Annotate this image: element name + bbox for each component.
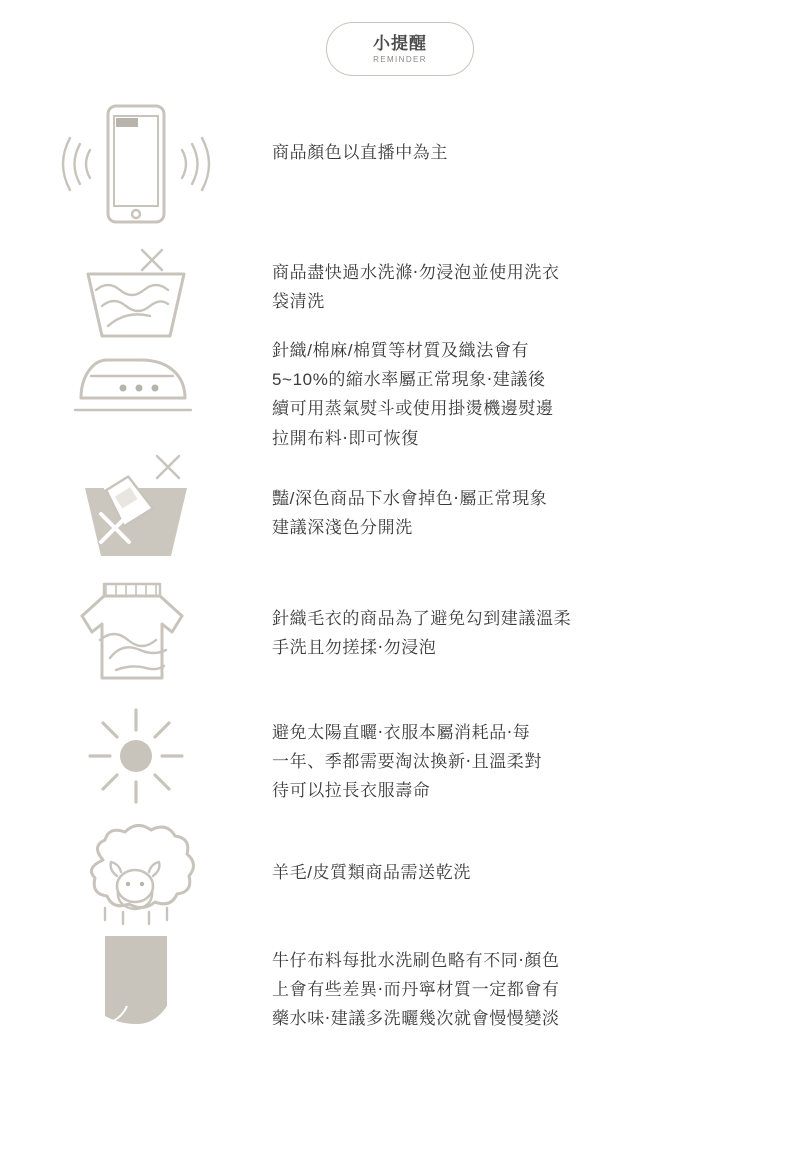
reminder-badge <box>326 22 474 76</box>
phone-livestream-icon <box>46 94 226 234</box>
reminder-line: 5~10%的縮水率屬正常現象‧建議後 <box>272 370 546 390</box>
reminder-line: 一年、季都需要淘汰換新‧且溫柔對 <box>272 752 543 772</box>
no-bleach-icon <box>61 448 211 568</box>
reminder-line: 豔/深色商品下水會掉色‧屬正常現象 <box>272 489 548 508</box>
reminder-text <box>272 566 609 662</box>
reminder-title: 小提醒 <box>373 33 427 53</box>
wool-dry-clean-sheep-icon <box>61 824 211 928</box>
reminder-line: 針織/棉麻/棉質等材質及織法會有 <box>272 341 530 360</box>
reminder-text <box>272 932 598 1034</box>
reminder-text <box>272 94 486 167</box>
reminder-item-shrinkage <box>0 336 800 448</box>
reminder-item-hand-wash <box>0 566 800 696</box>
reminder-line: 商品盡快過水洗滌‧勿浸泡並使用洗衣 <box>272 263 560 282</box>
icon-cell <box>0 336 272 424</box>
reminder-line: 牛仔布料每批水洗刷色略有不同‧顏色 <box>272 951 560 970</box>
reminder-line: 藥水味‧建議多洗曬幾次就會慢慢變淡 <box>272 1009 560 1029</box>
reminder-item-dry-clean <box>0 824 800 932</box>
icon-cell <box>0 696 272 816</box>
icon-cell <box>0 244 272 350</box>
reminder-line: 建議深淺色分開洗 <box>272 518 413 538</box>
steam-iron-icon <box>61 336 211 424</box>
reminder-item-sunlight <box>0 696 800 824</box>
reminder-item-denim <box>0 932 800 1042</box>
icon-cell <box>0 932 272 1036</box>
reminder-line: 拉開布料‧即可恢復 <box>272 428 419 448</box>
reminder-text <box>272 244 598 316</box>
reminder-text <box>272 696 580 806</box>
no-soak-wash-basin-icon <box>66 244 206 350</box>
denim-fabric-icon <box>71 932 201 1036</box>
reminder-text <box>272 448 585 542</box>
reminder-line: 手洗且勿搓揉‧勿浸泡 <box>272 638 437 658</box>
reminder-list <box>0 94 800 1042</box>
reminder-line: 上會有些差異‧而丹寧材質一定都會有 <box>272 980 560 1000</box>
icon-cell <box>0 824 272 928</box>
reminder-text <box>272 336 592 453</box>
reminder-item-quick-wash <box>0 244 800 336</box>
icon-cell <box>0 566 272 694</box>
no-direct-sunlight-icon <box>76 696 196 816</box>
reminder-line: 羊毛/皮質類商品需送乾洗 <box>272 863 471 882</box>
icon-cell <box>0 94 272 234</box>
reminder-line: 待可以拉長衣服壽命 <box>272 781 431 801</box>
reminder-subtitle: REMINDER <box>373 55 427 65</box>
reminder-line: 避免太陽直曬‧衣服本屬消耗品‧每 <box>272 723 531 742</box>
reminder-line: 商品顏色以直播中為主 <box>272 143 448 162</box>
hand-wash-sweater-icon <box>56 566 216 694</box>
icon-cell <box>0 448 272 568</box>
reminder-item-color-bleed <box>0 448 800 566</box>
reminder-item-livestream <box>0 94 800 244</box>
reminder-text <box>272 824 509 887</box>
reminder-line: 續可用蒸氣熨斗或使用掛燙機邊熨邊 <box>272 399 554 419</box>
reminder-line: 針織毛衣的商品為了避免勾到建議溫柔 <box>272 609 572 628</box>
reminder-header <box>0 0 800 76</box>
reminder-line: 袋清洗 <box>272 292 325 312</box>
